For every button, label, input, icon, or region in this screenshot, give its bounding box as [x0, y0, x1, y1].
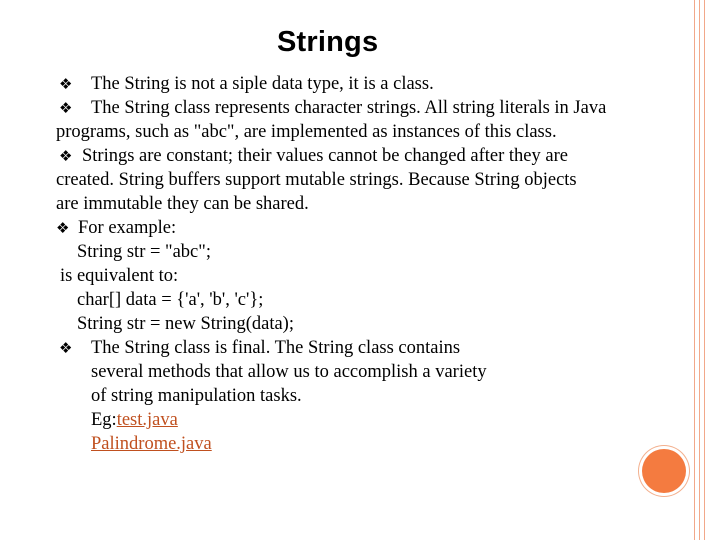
palindrome-java-link[interactable]: Palindrome.java — [91, 434, 212, 454]
bullet-continuation: of string manipulation tasks. — [91, 386, 302, 406]
diamond-bullet-icon: ❖ — [59, 99, 73, 117]
bullet-text: For example: — [78, 218, 177, 238]
bullet-item — [56, 336, 684, 360]
code-line: String str = new String(data); — [77, 314, 294, 334]
decorative-vertical-rule — [704, 0, 705, 540]
bullet-continuation: programs, such as "abc", are implemented as instances of this class. — [56, 122, 557, 142]
bullet-continuation: several methods that allow us to accomplish a variety — [91, 362, 487, 382]
bullet-text: Strings are constant; their values cannot be changed after they are — [82, 146, 568, 166]
diamond-bullet-icon: ❖ — [56, 219, 70, 237]
slide-title: Strings — [277, 26, 379, 58]
bullet-item — [56, 72, 684, 96]
test-java-link[interactable]: test.java — [116, 410, 178, 430]
example-line — [56, 408, 684, 432]
code-line: String str = "abc"; — [77, 242, 211, 262]
bullet-item — [56, 216, 684, 240]
decorative-vertical-rule — [699, 0, 700, 540]
bullet-text: The String is not a siple data type, it is a class. — [91, 74, 434, 94]
bullet-continuation: created. String buffers support mutable strings. Because String objects — [56, 170, 577, 190]
bullet-text: The String class is final. The String class contains — [91, 338, 461, 358]
bullet-item — [56, 96, 684, 120]
bullet-item — [56, 144, 684, 168]
bullet-continuation: are immutable they can be shared. — [56, 194, 309, 214]
equivalence-text: is equivalent to: — [60, 266, 179, 286]
example-line — [56, 432, 684, 456]
diamond-bullet-icon: ❖ — [59, 147, 73, 165]
diamond-bullet-icon: ❖ — [59, 75, 73, 93]
code-line: char[] data = {'a', 'b', 'c'}; — [77, 290, 264, 310]
slide-body — [56, 72, 684, 456]
decorative-vertical-rule — [694, 0, 695, 540]
bullet-text: The String class represents character strings. All string literals in Java — [91, 98, 607, 118]
diamond-bullet-icon: ❖ — [59, 339, 73, 357]
example-prefix: Eg: — [91, 410, 117, 430]
